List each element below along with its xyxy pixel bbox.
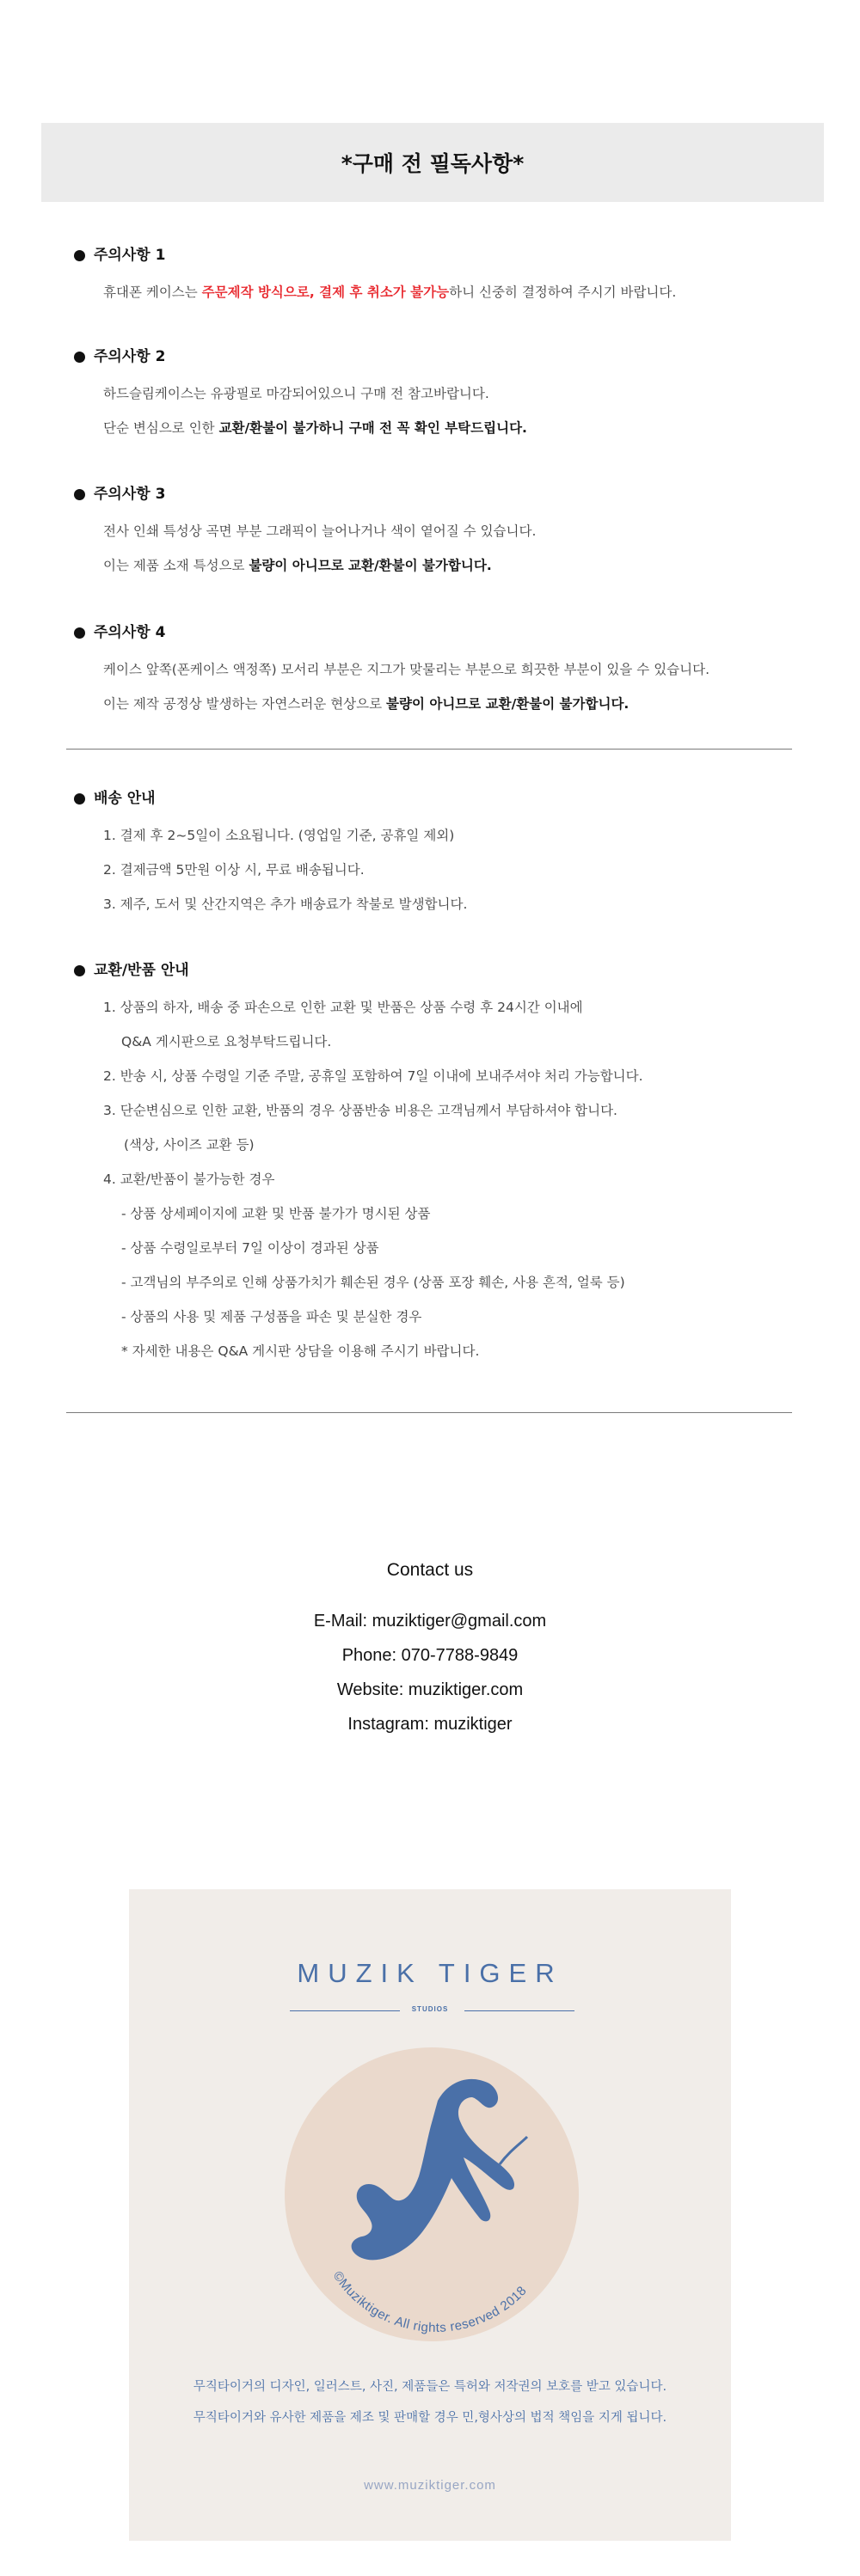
brand-url: www.muziktiger.com — [364, 2478, 496, 2493]
section-divider — [66, 1412, 792, 1413]
notice-line — [74, 514, 831, 548]
notice-text: 케이스 앞쪽(폰케이스 액정쪽) 모서리 부분은 지그가 맞물리는 부분으로 희끗한 부분이 있을 수 있습니다. — [103, 662, 710, 677]
notice-line — [74, 687, 831, 721]
notice-text: 단순 변심으로 인한 — [103, 420, 219, 436]
notice-line — [74, 652, 831, 687]
returns-line: 4. 교환/반품이 불가능한 경우 — [103, 1172, 275, 1187]
returns-line: Q&A 게시판으로 요청부탁드립니다. — [121, 1034, 332, 1049]
returns-heading-text: 교환/반품 안내 — [94, 962, 189, 979]
notice-heading — [74, 344, 831, 370]
notice-heading — [74, 620, 831, 646]
notice-text: 하니 신중히 결정하여 주시기 바랍니다. — [449, 285, 677, 300]
tiger-tail — [500, 2137, 527, 2164]
tiger-body — [352, 2079, 514, 2261]
brand-notice-1: 무직타이거의 디자인, 일러스트, 사진, 제품들은 특허와 저작권의 보호를 받고 있습니다. — [193, 2380, 667, 2394]
highlight-text: 주문제작 방식으로, 결제 후 취소가 불가능 — [201, 285, 450, 300]
brand-studios: STUDIOS — [411, 2005, 449, 2013]
contact-block — [0, 1552, 860, 1741]
shipping-line: 3. 제주, 도서 및 산간지역은 추가 배송료가 착불로 발생합니다. — [103, 896, 468, 912]
notice-line — [74, 411, 831, 445]
notice-heading — [74, 242, 831, 268]
shipping-line: 2. 결제금액 5만원 이상 시, 무료 배송됩니다. — [103, 862, 365, 878]
notice-line — [74, 376, 831, 411]
bullet-icon — [74, 627, 85, 639]
notice-text: 이는 제품 소재 특성으로 — [103, 558, 249, 573]
notice-text: 전사 인쇄 특성상 곡면 부분 그래픽이 늘어나거나 색이 옅어질 수 있습니다. — [103, 523, 537, 539]
notice-line — [74, 548, 831, 583]
shipping-section — [74, 786, 831, 921]
section-divider — [66, 749, 792, 750]
bold-text: 불량이 아니므로 교환/환불이 불가합니다. — [249, 558, 492, 573]
brand-notice-2: 무직타이거와 유사한 제품을 제조 및 판매할 경우 민,형사상의 법적 책임을 지게 됩니다. — [193, 2411, 667, 2425]
returns-line: 2. 반송 시, 상품 수령일 기준 주말, 공휴일 포함하여 7일 이내에 보내주셔야 처리 가능합니다. — [103, 1068, 643, 1084]
returns-line: (색상, 사이즈 교환 등) — [124, 1137, 255, 1153]
bullet-icon — [74, 793, 85, 805]
bullet-icon — [74, 489, 85, 500]
returns-section — [74, 958, 831, 1368]
contact-instagram: Instagram: muziktiger — [347, 1715, 513, 1734]
bullet-icon — [74, 352, 85, 363]
contact-website: Website: muziktiger.com — [336, 1680, 524, 1699]
contact-phone: Phone: 070-7788-9849 — [341, 1646, 519, 1665]
notice-text: 휴대폰 케이스는 — [103, 285, 202, 300]
returns-line: 1. 상품의 하자, 배송 중 파손으로 인한 교환 및 반품은 상품 수령 후 24시간 이내에 — [103, 1000, 583, 1015]
returns-heading — [74, 958, 831, 983]
tiger-emblem — [285, 2047, 579, 2341]
notice-heading — [74, 481, 831, 507]
notice-heading-text: 주의사항 2 — [94, 348, 166, 365]
notice-section — [74, 344, 831, 445]
bullet-icon — [74, 250, 85, 261]
shipping-heading-text: 배송 안내 — [94, 790, 156, 807]
bold-text: 불량이 아니므로 교환/환불이 불가합니다. — [386, 696, 630, 712]
svg-text:©Muziktiger. All rights reserv — [330, 2269, 530, 2335]
notice-section — [74, 620, 831, 721]
returns-line: - 상품 상세페이지에 교환 및 반품 불가가 명시된 상품 — [121, 1206, 431, 1221]
notice-text: 하드슬림케이스는 유광필로 마감되어있으니 구매 전 참고바랍니다. — [103, 386, 489, 401]
shipping-heading — [74, 786, 831, 811]
returns-line: * 자세한 내용은 Q&A 게시판 상담을 이용해 주시기 바랍니다. — [121, 1343, 480, 1359]
bullet-icon — [74, 965, 85, 976]
brand-logo: MUZIK TIGER — [297, 1958, 563, 1988]
page-title: *구매 전 필독사항* — [41, 123, 824, 202]
notice-heading-text: 주의사항 3 — [94, 486, 166, 503]
returns-line: 3. 단순변심으로 인한 교환, 반품의 경우 상품반송 비용은 고객님께서 부담하셔야 합니다. — [103, 1103, 617, 1118]
tiger-icon — [285, 2047, 579, 2341]
shipping-line: 1. 결제 후 2~5일이 소요됩니다. (영업일 기준, 공휴일 제외) — [103, 828, 455, 843]
returns-line: - 고객님의 부주의로 인해 상품가치가 훼손된 경우 (상품 포장 훼손, 사용 흔적, 얼룩 등) — [121, 1275, 625, 1290]
notice-heading-text: 주의사항 1 — [94, 247, 166, 264]
returns-line: - 상품의 사용 및 제품 구성품을 파손 및 분실한 경우 — [121, 1309, 422, 1325]
brand-card — [129, 1889, 731, 2541]
notice-line — [74, 275, 831, 309]
bold-text: 교환/환불이 불가하니 구매 전 꼭 확인 부탁드립니다. — [218, 420, 527, 436]
contact-email: E-Mail: muziktiger@gmail.com — [313, 1612, 547, 1631]
returns-line: - 상품 수령일로부터 7일 이상이 경과된 상품 — [121, 1240, 379, 1256]
notice-section — [74, 242, 831, 309]
copyright-arc: ©Muziktiger. All rights reserved 2018 — [329, 2268, 530, 2335]
notice-heading-text: 주의사항 4 — [94, 624, 166, 641]
notice-section — [74, 481, 831, 583]
contact-title: Contact us — [386, 1560, 474, 1580]
notice-text: 이는 제작 공정상 발생하는 자연스러운 현상으로 — [103, 696, 387, 712]
